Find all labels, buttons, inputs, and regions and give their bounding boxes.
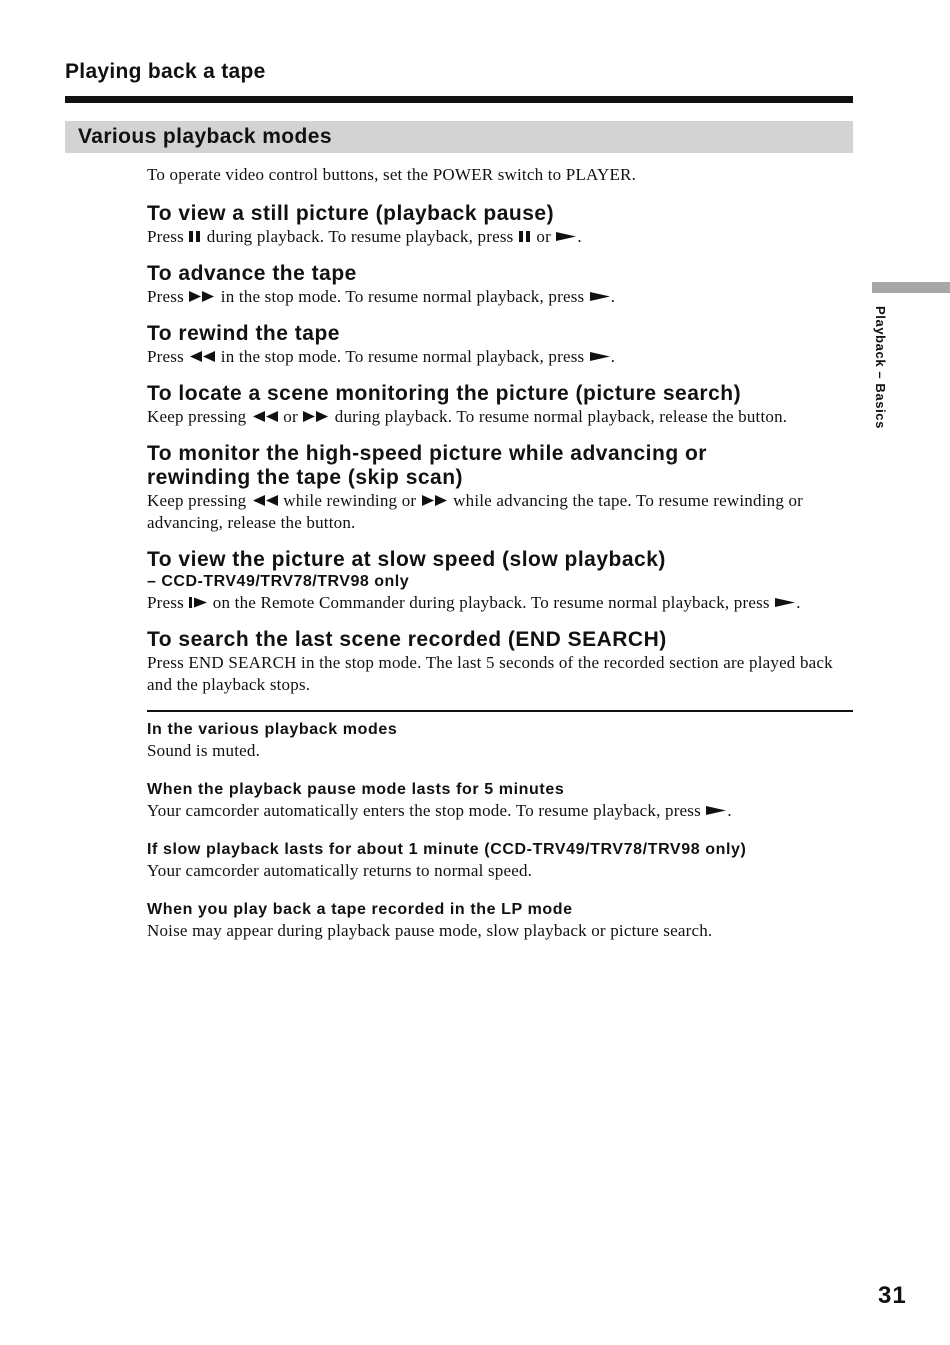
fast-forward-icon xyxy=(188,290,216,303)
play-icon xyxy=(589,350,611,363)
play-icon xyxy=(774,596,796,609)
topic-body xyxy=(147,490,853,534)
note-body xyxy=(147,800,853,822)
note-slow-1-minute xyxy=(147,840,853,882)
header-rule xyxy=(65,96,853,103)
slow-play-icon xyxy=(188,596,208,609)
topic-heading: To rewind the tape xyxy=(147,322,340,345)
notes-divider xyxy=(147,710,853,712)
text-run: Your camcorder automatically enters the stop mode. To resume playback, press xyxy=(147,801,706,820)
play-icon xyxy=(705,804,727,817)
topic-skip-scan xyxy=(147,442,853,534)
text-run: . xyxy=(796,593,801,612)
topic-heading: To monitor the high-speed picture while advancing or rewinding the tape (skip scan) xyxy=(147,442,707,489)
text-run: Press xyxy=(147,287,189,306)
topic-body xyxy=(147,226,853,248)
note-body: Sound is muted. xyxy=(147,741,261,760)
text-run: during playback. To resume playback, press xyxy=(202,227,518,246)
topic-body xyxy=(147,406,853,428)
text-run: Press xyxy=(147,227,189,246)
text-run: Keep pressing xyxy=(147,407,251,426)
section-title: Various playback modes xyxy=(78,125,332,148)
topic-heading: To advance the tape xyxy=(147,262,357,285)
text-run: Keep pressing xyxy=(147,491,251,510)
text-run: on the Remote Commander during playback. To resume normal playback, press xyxy=(208,593,775,612)
note-body: Noise may appear during playback pause mode, slow playback or picture search. xyxy=(147,921,713,940)
text-run: Press xyxy=(147,593,189,612)
pause-icon xyxy=(188,230,202,243)
text-run: or xyxy=(278,407,303,426)
topic-end-search xyxy=(147,628,853,696)
text-run: while advancing the tape. To resume rewinding or advancing, release the button. xyxy=(147,491,804,532)
text-run: . xyxy=(577,227,582,246)
text-run: in the stop mode. To resume normal playback, press xyxy=(216,347,589,366)
content xyxy=(147,165,853,960)
topic-heading: To locate a scene monitoring the picture (picture search) xyxy=(147,382,742,405)
text-run: or xyxy=(531,227,556,246)
note-heading: When you play back a tape recorded in the LP mode xyxy=(147,901,573,918)
fast-forward-icon xyxy=(302,410,330,423)
play-icon xyxy=(555,230,577,243)
play-icon xyxy=(589,290,611,303)
pause-icon xyxy=(518,230,532,243)
intro-text: To operate video control buttons, set the POWER switch to PLAYER. xyxy=(147,165,637,184)
fast-forward-icon xyxy=(421,494,449,507)
note-heading: In the various playback modes xyxy=(147,721,398,738)
note-heading: If slow playback lasts for about 1 minute (CCD-TRV49/TRV78/TRV98 only) xyxy=(147,841,747,858)
topic-picture-search xyxy=(147,382,853,428)
topic-rewind-tape xyxy=(147,322,853,368)
note-body: Your camcorder automatically returns to normal speed. xyxy=(147,861,533,880)
side-tab-label: Playback – Basics xyxy=(873,306,888,429)
topic-body xyxy=(147,346,853,368)
section-band xyxy=(65,121,853,153)
note-sound-muted xyxy=(147,720,853,762)
note-pause-5-minutes xyxy=(147,780,853,822)
text-run: . xyxy=(727,801,732,820)
rewind-icon xyxy=(251,410,279,423)
topic-body xyxy=(147,286,853,308)
text-run: Press xyxy=(147,347,189,366)
topic-slow-playback xyxy=(147,548,853,614)
text-run: . xyxy=(610,287,616,306)
topic-advance-tape xyxy=(147,262,853,308)
topic-body: Press END SEARCH in the stop mode. The last 5 seconds of the recorded section are played back and the playback stops. xyxy=(147,653,833,694)
topic-body xyxy=(147,592,853,614)
text-run: while rewinding or xyxy=(278,491,421,510)
note-lp-mode xyxy=(147,900,853,942)
text-run: . xyxy=(610,347,616,366)
topic-heading: To search the last scene recorded (END SEARCH) xyxy=(147,628,667,651)
topic-heading: To view the picture at slow speed (slow playback) xyxy=(147,548,666,571)
page-header-title: Playing back a tape xyxy=(65,60,266,83)
topic-subheading: – CCD-TRV49/TRV78/TRV98 only xyxy=(147,573,410,590)
topic-heading: To view a still picture (playback pause) xyxy=(147,202,555,225)
page-number: 31 xyxy=(878,1282,907,1309)
rewind-icon xyxy=(251,494,279,507)
topic-still-picture xyxy=(147,202,853,248)
rewind-icon xyxy=(188,350,216,363)
note-heading: When the playback pause mode lasts for 5 minutes xyxy=(147,781,565,798)
text-run: during playback. To resume normal playback, release the button. xyxy=(330,407,788,426)
side-tab-marker xyxy=(872,282,950,293)
text-run: in the stop mode. To resume normal playback, press xyxy=(216,287,589,306)
